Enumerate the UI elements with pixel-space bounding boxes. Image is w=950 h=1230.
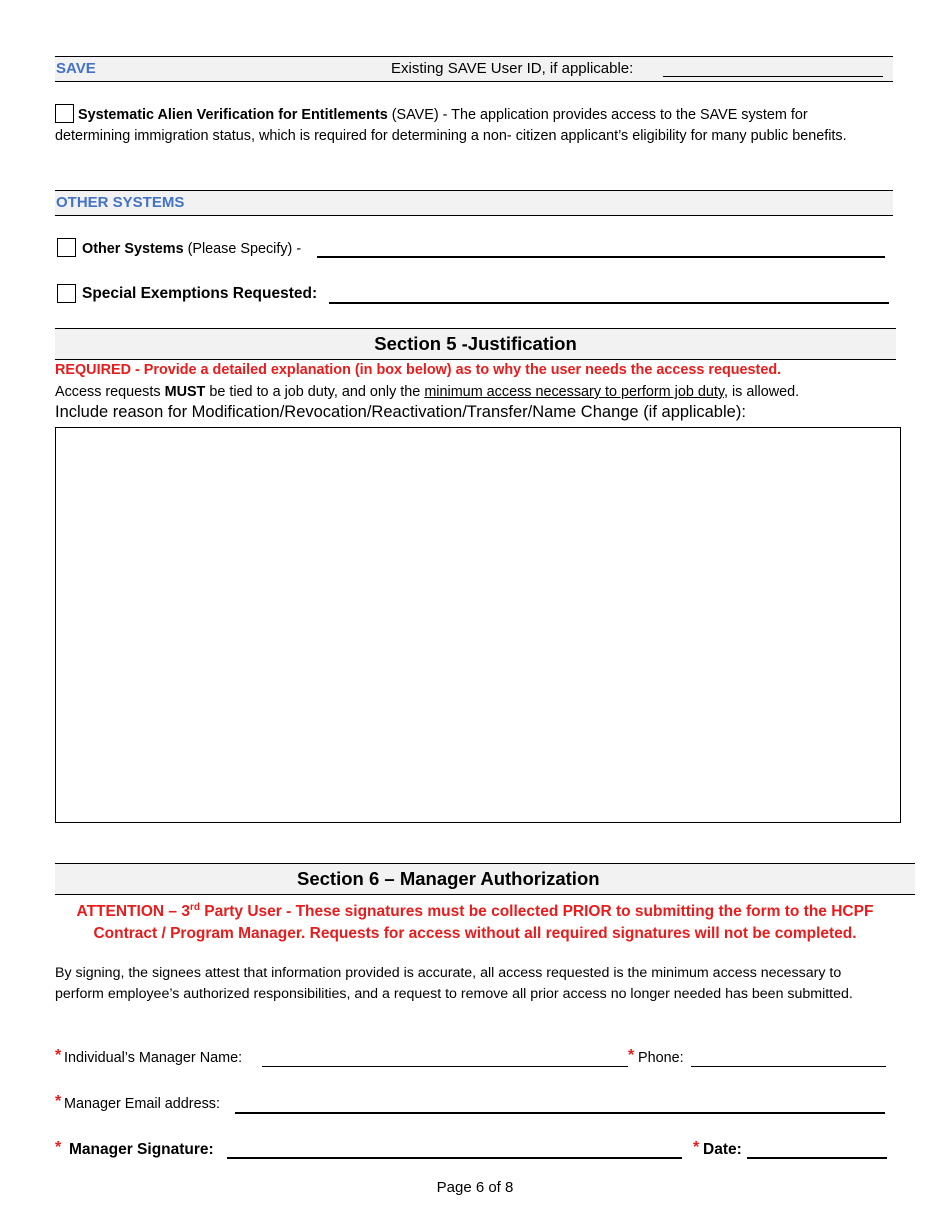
date-required: * [693, 1139, 700, 1156]
section-5-title: Section 5 -Justification [374, 333, 577, 354]
special-exemptions-label: Special Exemptions Requested: [82, 285, 318, 302]
other-systems-bold-label: Other Systems [82, 241, 184, 257]
manager-name-label: Individual’s Manager Name: [64, 1050, 243, 1066]
save-header-band [55, 56, 893, 82]
page-number: Page 6 of 8 [436, 1179, 514, 1196]
other-systems-specify-label: (Please Specify) - [183, 241, 302, 257]
save-checkbox-row [55, 105, 885, 147]
save-checkbox-bold-label: Systematic Alien Verification for Entitlements [78, 107, 388, 123]
attention-post: Party User - These signatures must be collected PRIOR to submitting the form to the HCPF Contract / Program Manager. Requests for access without all required signatures will not be completed. [93, 903, 874, 943]
access-note-must: MUST [164, 384, 206, 400]
phone-field[interactable] [691, 1050, 886, 1067]
section-6-header-band [55, 863, 915, 895]
manager-name-field[interactable] [262, 1050, 628, 1067]
manager-email-row [55, 1094, 890, 1116]
existing-save-id-field[interactable] [663, 60, 883, 77]
other-systems-checkbox[interactable] [57, 238, 76, 257]
manager-signature-row [55, 1139, 890, 1161]
date-field[interactable] [747, 1141, 887, 1159]
manager-name-row [55, 1048, 890, 1070]
special-exemptions-row [57, 284, 889, 308]
date-label: Date: [703, 1141, 742, 1158]
manager-email-label: Manager Email address: [64, 1096, 220, 1112]
manager-signature-label: Manager Signature: [69, 1141, 214, 1158]
section-6-attest: By signing, the signees attest that information provided is accurate, all access requested is the minimum access necessary to perform employee’s authorized responsibilities, and a request to remove all prior access no longer needed has been submitted. [55, 965, 853, 1002]
access-note-underlined: minimum access necessary to perform job duty [424, 384, 724, 400]
access-note-pre: Access requests [55, 384, 165, 400]
justification-textbox[interactable] [55, 427, 901, 823]
manager-signature-field[interactable] [227, 1141, 682, 1159]
existing-save-id-label [391, 60, 633, 77]
access-note-post: , is allowed. [723, 384, 800, 400]
phone-required: * [628, 1047, 635, 1064]
access-note-mid: be tied to a job duty, and only the [205, 384, 425, 400]
save-header: SAVE [56, 60, 96, 77]
save-checkbox-description: (SAVE) - The application provides access to the SAVE system for determining immigration status, which is required for determining a non- citizen applicant’s eligibility for many public benefits. [55, 107, 847, 144]
attention-pre: ATTENTION – 3 [76, 903, 190, 921]
phone-label: Phone: [638, 1050, 684, 1066]
other-systems-header-band [55, 190, 893, 216]
section-5-include-reason: Include reason for Modification/Revocation/Reactivation/Transfer/Name Change (if applicable): [55, 403, 746, 421]
section-6-attention [55, 897, 895, 945]
section-5-required-note: REQUIRED - Provide a detailed explanation (in box below) as to why the user needs the access requested. [55, 362, 782, 378]
other-systems-specify-field[interactable] [317, 240, 885, 258]
manager-name-required: * [55, 1047, 62, 1064]
manager-email-field[interactable] [235, 1096, 885, 1114]
special-exemptions-checkbox[interactable] [57, 284, 76, 303]
section-6-title: Section 6 – Manager Authorization [297, 868, 600, 889]
manager-email-required: * [55, 1093, 62, 1110]
attention-sup: rd [189, 902, 200, 913]
other-systems-row [57, 238, 887, 262]
signature-required: * [55, 1139, 62, 1156]
special-exemptions-field[interactable] [329, 286, 889, 304]
other-systems-header: OTHER SYSTEMS [56, 194, 185, 211]
other-systems-label [82, 239, 301, 260]
section-5-access-note [55, 382, 905, 403]
section-5-header-band [55, 328, 896, 360]
save-checkbox[interactable] [55, 104, 74, 123]
existing-save-id-label-text: Existing SAVE User ID, if applicable: [391, 60, 634, 77]
